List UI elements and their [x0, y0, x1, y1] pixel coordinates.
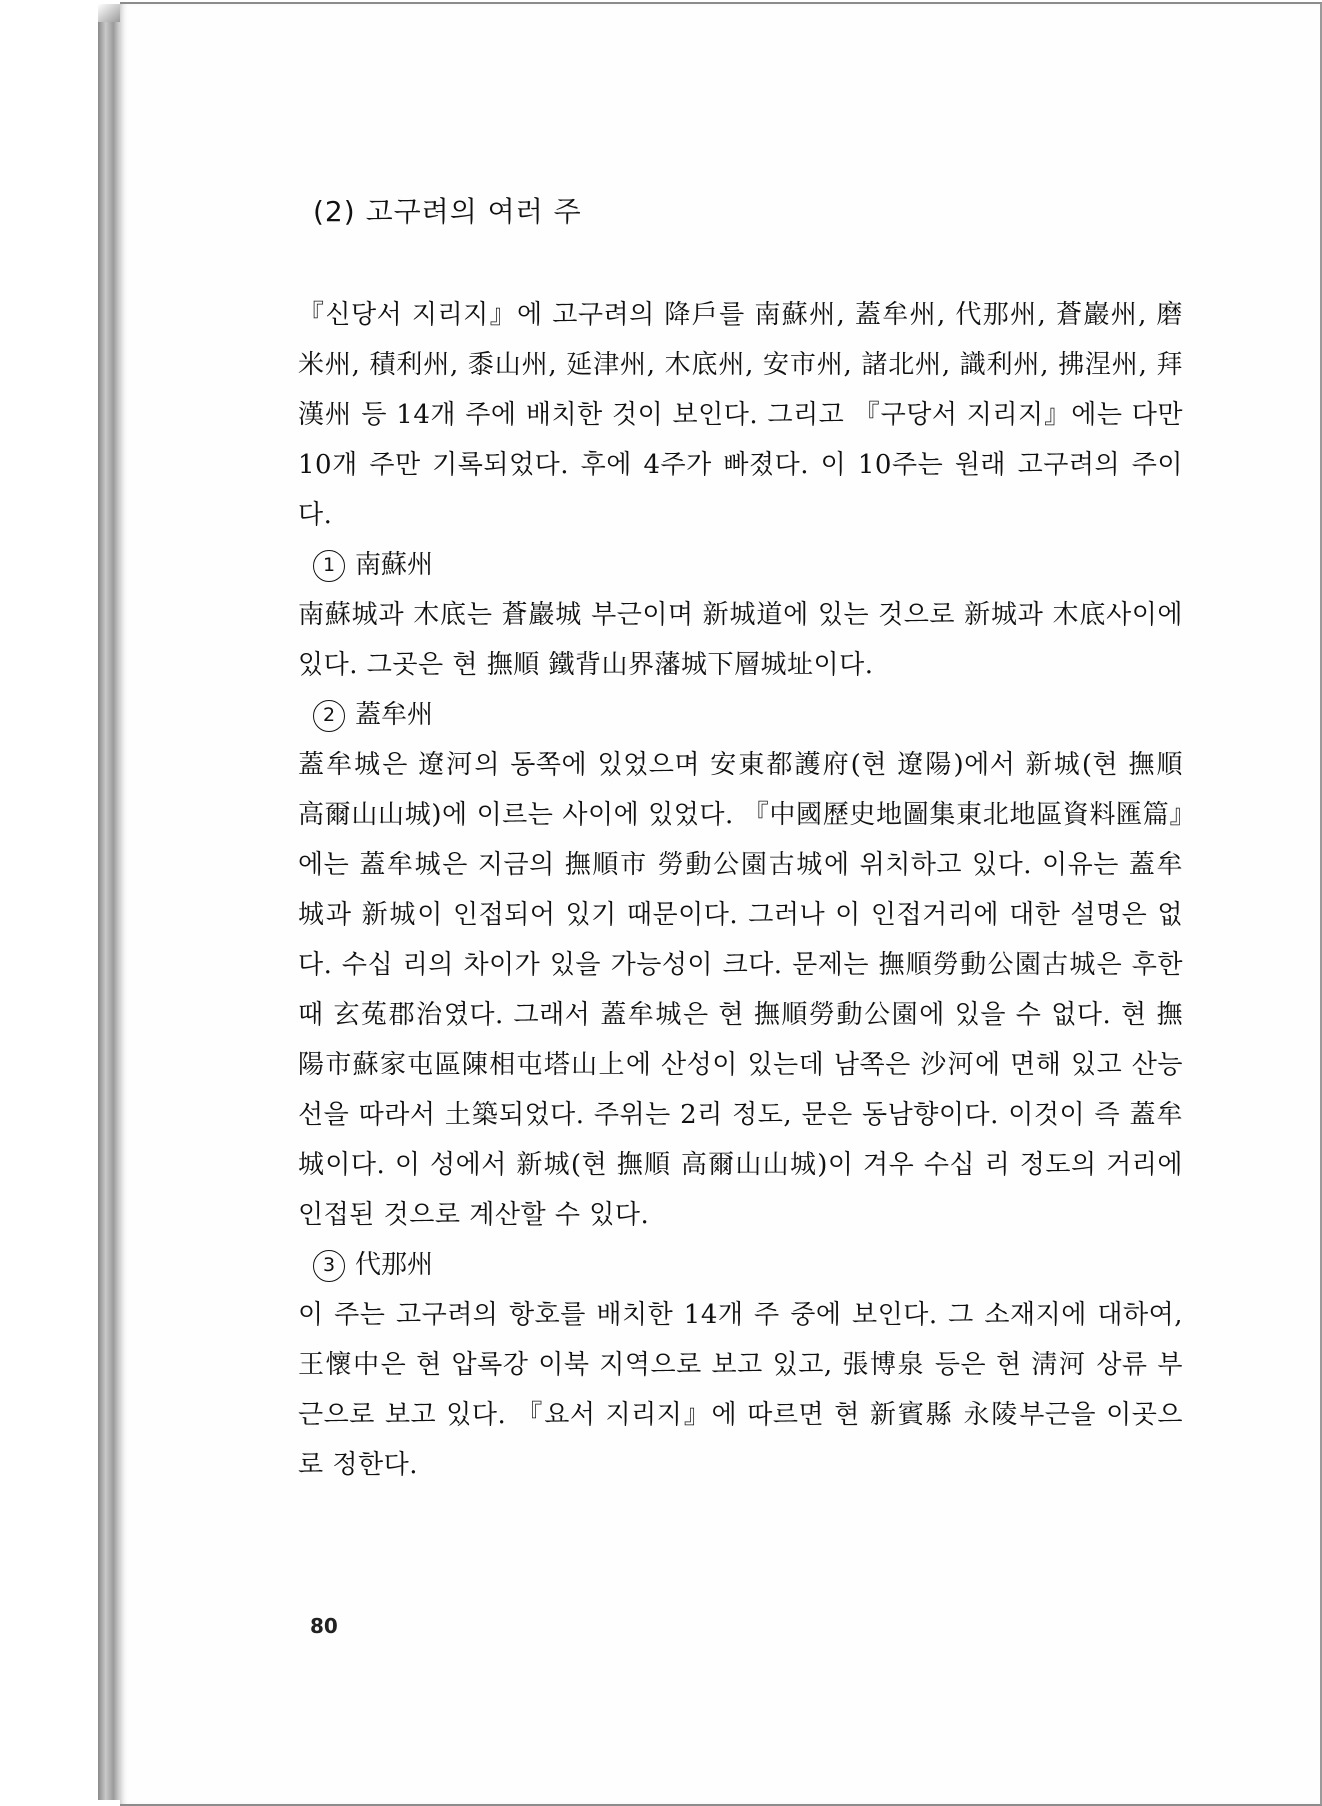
circled-number: 2: [313, 700, 345, 732]
page-content: [298, 190, 1183, 1490]
subsection-title: 蓋牟州: [355, 700, 434, 730]
subsection-title: 南蘇州: [355, 550, 434, 580]
subsection-heading-3: [298, 1240, 1183, 1290]
subsection-paragraph-2: 蓋牟城은 遼河의 동쪽에 있었으며 安東都護府(현 遼陽)에서 新城(현 撫順 高爾山山城)에 이르는 사이에 있었다. 『中國歷史地圖集東北地區資料匯篇』에는 蓋牟城은 지금의 撫順市 勞動公園古城에 위치하고 있다. 이유는 蓋牟城과 新城이 인접되어 있기 때문이다. 그러나 이 인접거리에 대한 설명은 없다. 수십 리의 차이가 있을 가능성이 크다. 문제는 撫順勞動公園古城은 후한 때 玄菟郡治였다. 그래서 蓋牟城은 현 撫順勞動公園에 있을 수 없다. 현 撫陽市蘇家屯區陳相屯塔山上에 산성이 있는데 남쪽은 沙河에 면해 있고 산능선을 따라서 土築되었다. 주위는 2리 정도, 문은 동남향이다. 이것이 즉 蓋牟城이다. 이 성에서 新城(현 撫順 高爾山山城)이 겨우 수십 리 정도의 거리에 인접된 것으로 계산할 수 있다.: [298, 750, 1183, 1230]
subsection-heading-1: [298, 540, 1183, 590]
circled-number: 1: [313, 550, 345, 582]
subsection-paragraph-1: 南蘇城과 木底는 蒼巖城 부근이며 新城道에 있는 것으로 新城과 木底사이에 있다. 그곳은 현 撫順 鐵背山界藩城下層城址이다.: [298, 600, 1183, 680]
intro-paragraph: 『신당서 지리지』에 고구려의 降戶를 南蘇州, 蓋牟州, 代那州, 蒼巖州, 磨米州, 積利州, 黍山州, 延津州, 木底州, 安市州, 諸北州, 識利州, 拂涅州, 拜漢州 등 14개 주에 배치한 것이 보인다. 그리고 『구당서 지리지』에는 다만 10개 주만 기록되었다. 후에 4주가 빠졌다. 이 10주는 원래 고구려의 주이다.: [298, 300, 1183, 530]
circled-number: 3: [313, 1250, 345, 1282]
subsection-heading-2: [298, 690, 1183, 740]
subsection-title: 代那州: [355, 1250, 434, 1280]
page-stack-edge: [98, 4, 121, 1800]
subsection-paragraph-3: 이 주는 고구려의 항호를 배치한 14개 주 중에 보인다. 그 소재지에 대하여, 王懷中은 현 압록강 이북 지역으로 보고 있고, 張博泉 등은 현 淸河 상류 부근으로 보고 있다. 『요서 지리지』에 따르면 현 新賓縣 永陵부근을 이곳으로 정한다.: [298, 1300, 1183, 1480]
page-number: 80: [310, 1614, 338, 1638]
section-heading: (2) 고구려의 여러 주: [313, 195, 582, 228]
